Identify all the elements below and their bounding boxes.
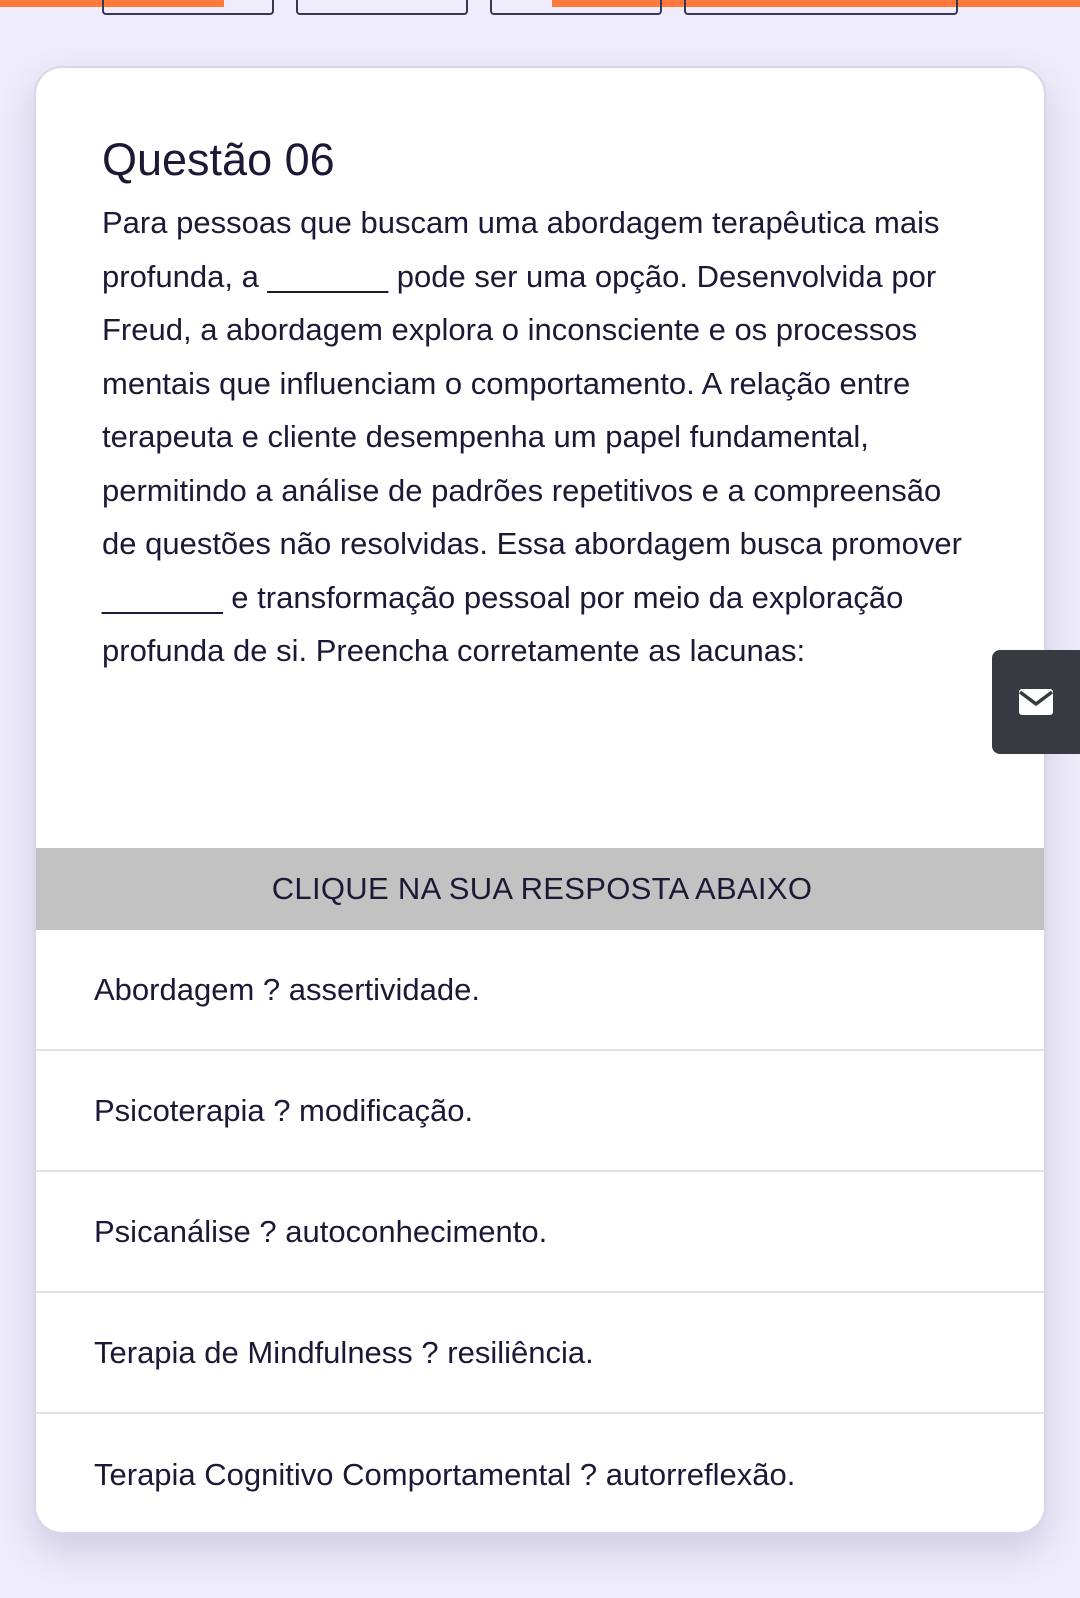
answer-options-list xyxy=(36,930,1046,1534)
question-tab[interactable] xyxy=(684,0,958,15)
answer-option[interactable]: Psicoterapia ? modificação. xyxy=(36,1051,1046,1172)
answer-option[interactable]: Psicanálise ? autoconhecimento. xyxy=(36,1172,1046,1293)
question-tab[interactable] xyxy=(102,0,274,15)
question-tab[interactable] xyxy=(296,0,468,15)
question-card xyxy=(34,66,1046,1534)
question-tab[interactable] xyxy=(490,0,662,15)
answer-instructions: CLIQUE NA SUA RESPOSTA ABAIXO xyxy=(36,848,1046,930)
answer-option[interactable]: Terapia Cognitivo Comportamental ? autorreflexão. xyxy=(94,1456,796,1492)
question-title: Questão 06 xyxy=(102,134,335,185)
contact-button[interactable] xyxy=(992,650,1080,754)
top-navigation xyxy=(0,0,1080,16)
question-text: Para pessoas que buscam uma abordagem terapêutica mais profunda, a _______ pode ser uma opção. Desenvolvida por Freud, a abordagem explora o inconsciente e os processos mentais que influenciam o comportamento. A relação entre terapeuta e cliente desempenha um papel fundamental, permitindo a análise de padrões repetitivos e a compreensão de questões não resolvidas. Essa abordagem busca promover _______ e transformação pessoal por meio da exploração profunda de si. Preencha corretamente as lacunas: xyxy=(102,205,962,668)
answer-option[interactable]: Abordagem ? assertividade. xyxy=(36,930,1046,1051)
envelope-icon xyxy=(1018,688,1054,716)
answer-option[interactable]: Terapia de Mindfulness ? resiliência. xyxy=(36,1293,1046,1414)
